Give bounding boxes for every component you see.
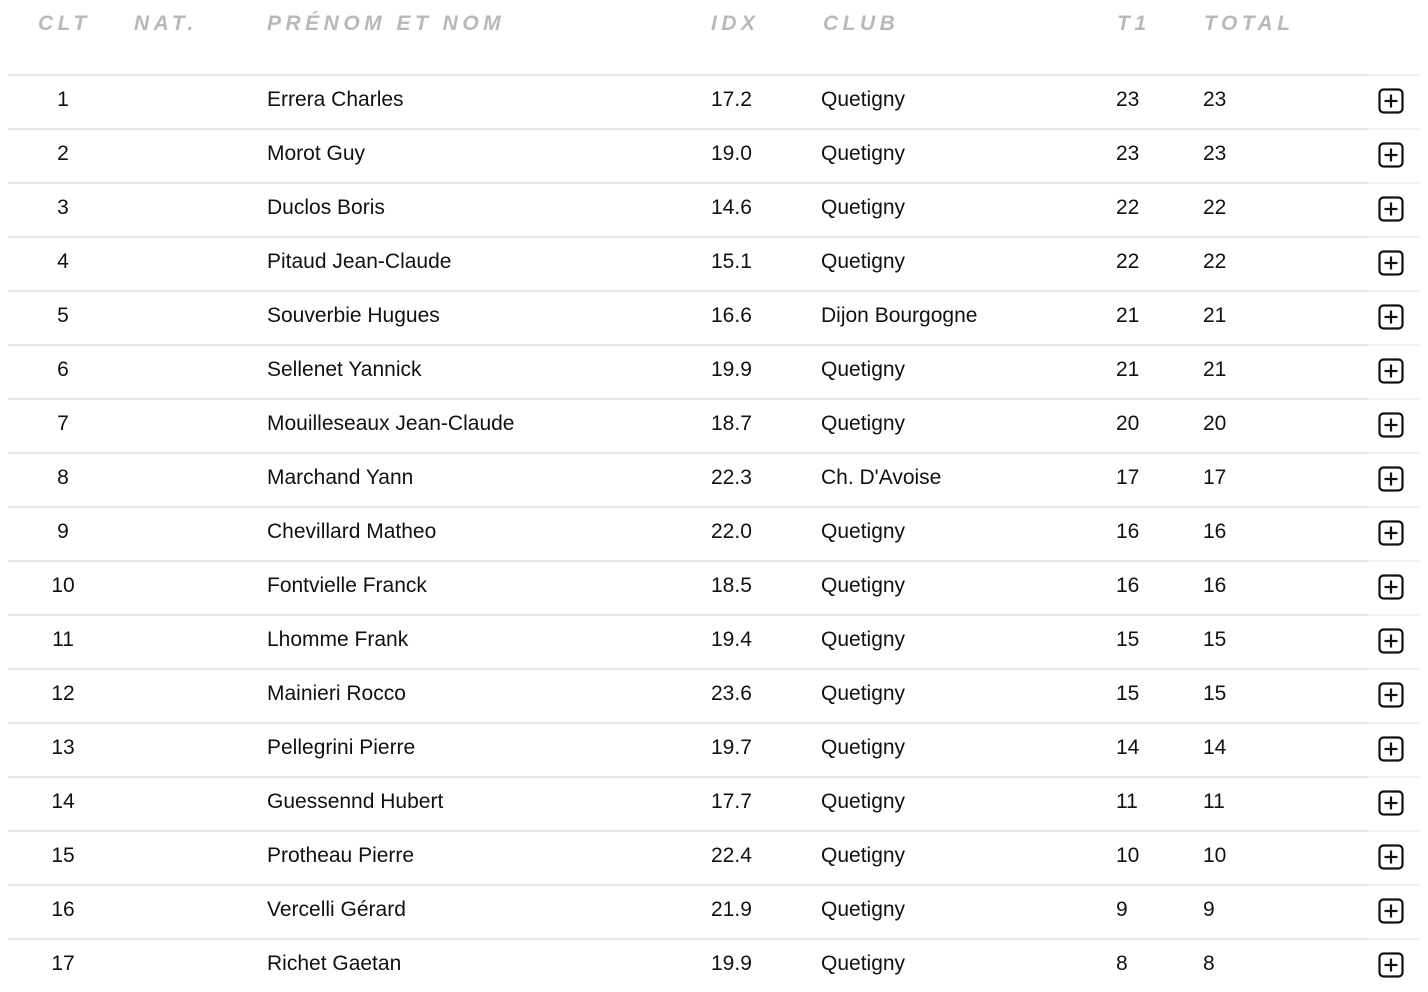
player-name-cell: Pellegrini Pierre: [267, 736, 416, 759]
header-t1[interactable]: T1: [1117, 12, 1151, 35]
total-score-cell: 21: [1203, 358, 1227, 381]
header-name[interactable]: PRÉNOM ET NOM: [267, 12, 506, 35]
t1-score-cell: 21: [1116, 304, 1140, 327]
table-row-6[interactable]: [8, 344, 1420, 398]
plus-square-icon[interactable]: [1378, 790, 1401, 813]
plus-square-icon[interactable]: [1378, 898, 1401, 921]
header-clt[interactable]: CLT: [38, 12, 91, 35]
row-separator: [8, 290, 1420, 292]
row-separator: [8, 776, 1420, 778]
table-row-2[interactable]: [8, 128, 1420, 182]
header-nat[interactable]: NAT.: [134, 12, 198, 35]
player-name-cell: Sellenet Yannick: [267, 358, 422, 381]
player-name-cell: Mouilleseaux Jean-Claude: [267, 412, 515, 435]
player-name-cell: Mainieri Rocco: [267, 682, 406, 705]
club-cell: Quetigny: [821, 736, 906, 759]
t1-score-cell: 21: [1116, 358, 1140, 381]
total-score-cell: 15: [1203, 682, 1227, 705]
index-cell: 19.4: [711, 628, 752, 651]
plus-square-icon[interactable]: [1378, 196, 1401, 219]
table-body: [8, 74, 1420, 992]
index-cell: 16.6: [711, 304, 752, 327]
plus-square-icon[interactable]: [1378, 628, 1401, 651]
t1-score-cell: 23: [1116, 142, 1140, 165]
row-separator: [8, 74, 1420, 76]
row-separator: [8, 884, 1420, 886]
index-cell: 18.7: [711, 412, 752, 435]
table-row-11[interactable]: [8, 614, 1420, 668]
index-cell: 22.0: [711, 520, 752, 543]
total-score-cell: 22: [1203, 250, 1227, 273]
rank-cell: 1: [57, 88, 69, 111]
plus-square-icon[interactable]: [1378, 736, 1401, 759]
rank-cell: 6: [57, 358, 69, 381]
rank-cell: 3: [57, 196, 69, 219]
player-name-cell: Pitaud Jean-Claude: [267, 250, 452, 273]
club-cell: Quetigny: [821, 196, 906, 219]
club-cell: Quetigny: [821, 250, 906, 273]
club-cell: Quetigny: [821, 358, 906, 381]
row-separator: [8, 506, 1420, 508]
player-name-cell: Chevillard Matheo: [267, 520, 437, 543]
rank-cell: 14: [51, 790, 75, 813]
total-score-cell: 22: [1203, 196, 1227, 219]
total-score-cell: 21: [1203, 304, 1227, 327]
total-score-cell: 23: [1203, 142, 1227, 165]
plus-square-icon[interactable]: [1378, 520, 1401, 543]
table-row-9[interactable]: [8, 506, 1420, 560]
row-separator: [8, 452, 1420, 454]
club-cell: Quetigny: [821, 790, 906, 813]
player-name-cell: Lhomme Frank: [267, 628, 409, 651]
rank-cell: 5: [57, 304, 69, 327]
rank-cell: 16: [51, 898, 75, 921]
row-separator: [8, 560, 1420, 562]
rank-cell: 15: [51, 844, 75, 867]
rank-cell: 7: [57, 412, 69, 435]
index-cell: 22.4: [711, 844, 752, 867]
rank-cell: 11: [52, 628, 74, 651]
index-cell: 19.0: [711, 142, 752, 165]
t1-score-cell: 22: [1116, 196, 1140, 219]
t1-score-cell: 9: [1116, 898, 1128, 921]
table-row-16[interactable]: [8, 884, 1420, 938]
table-row-17[interactable]: [8, 938, 1420, 992]
total-score-cell: 10: [1203, 844, 1227, 867]
total-score-cell: 14: [1203, 736, 1227, 759]
t1-score-cell: 10: [1116, 844, 1140, 867]
rank-cell: 9: [57, 520, 69, 543]
club-cell: Quetigny: [821, 574, 906, 597]
plus-square-icon[interactable]: [1378, 682, 1401, 705]
table-row-5[interactable]: [8, 290, 1420, 344]
player-name-cell: Fontvielle Franck: [267, 574, 427, 597]
row-separator: [8, 614, 1420, 616]
rank-cell: 8: [57, 466, 69, 489]
table-row-15[interactable]: [8, 830, 1420, 884]
index-cell: 17.7: [711, 790, 752, 813]
plus-square-icon[interactable]: [1378, 412, 1401, 435]
plus-square-icon[interactable]: [1378, 88, 1401, 111]
index-cell: 21.9: [711, 898, 752, 921]
club-cell: Quetigny: [821, 520, 906, 543]
rank-cell: 17: [51, 952, 75, 975]
total-score-cell: 15: [1203, 628, 1227, 651]
player-name-cell: Morot Guy: [267, 142, 366, 165]
index-cell: 23.6: [711, 682, 752, 705]
plus-square-icon[interactable]: [1378, 142, 1401, 165]
player-name-cell: Guessennd Hubert: [267, 790, 444, 813]
total-score-cell: 16: [1203, 520, 1227, 543]
club-cell: Quetigny: [821, 412, 906, 435]
club-cell: Quetigny: [821, 952, 906, 975]
total-score-cell: 8: [1203, 952, 1215, 975]
t1-score-cell: 15: [1116, 682, 1140, 705]
total-score-cell: 20: [1203, 412, 1227, 435]
rank-cell: 4: [57, 250, 69, 273]
row-separator: [8, 182, 1420, 184]
row-separator: [8, 344, 1420, 346]
club-cell: Quetigny: [821, 898, 906, 921]
t1-score-cell: 23: [1116, 88, 1140, 111]
t1-score-cell: 8: [1116, 952, 1128, 975]
t1-score-cell: 15: [1116, 628, 1140, 651]
club-cell: Dijon Bourgogne: [821, 304, 978, 327]
rank-cell: 13: [51, 736, 75, 759]
index-cell: 19.9: [711, 358, 752, 381]
plus-square-icon[interactable]: [1378, 844, 1401, 867]
table-row-7[interactable]: [8, 398, 1420, 452]
t1-score-cell: 16: [1116, 520, 1140, 543]
t1-score-cell: 16: [1116, 574, 1140, 597]
index-cell: 15.1: [711, 250, 752, 273]
header-idx[interactable]: IDX: [711, 12, 760, 35]
table-row-1[interactable]: [8, 74, 1420, 128]
t1-score-cell: 17: [1116, 466, 1140, 489]
index-cell: 22.3: [711, 466, 752, 489]
row-separator: [8, 722, 1420, 724]
row-separator: [8, 668, 1420, 670]
t1-score-cell: 22: [1116, 250, 1140, 273]
table-row-13[interactable]: [8, 722, 1420, 776]
club-cell: Quetigny: [821, 844, 906, 867]
club-cell: Quetigny: [821, 628, 906, 651]
table-row-4[interactable]: [8, 236, 1420, 290]
table-row-8[interactable]: [8, 452, 1420, 506]
club-cell: Quetigny: [821, 88, 906, 111]
index-cell: 17.2: [711, 88, 752, 111]
plus-square-icon[interactable]: [1378, 304, 1401, 327]
row-separator: [8, 128, 1420, 130]
total-score-cell: 11: [1203, 790, 1225, 813]
row-separator: [8, 236, 1420, 238]
rank-cell: 10: [51, 574, 75, 597]
t1-score-cell: 14: [1116, 736, 1140, 759]
club-cell: Quetigny: [821, 682, 906, 705]
row-separator: [8, 398, 1420, 400]
player-name-cell: Richet Gaetan: [267, 952, 402, 975]
index-cell: 18.5: [711, 574, 752, 597]
table-row-12[interactable]: [8, 668, 1420, 722]
table-header: [8, 0, 1420, 74]
plus-square-icon[interactable]: [1378, 466, 1401, 489]
club-cell: Quetigny: [821, 142, 906, 165]
plus-square-icon[interactable]: [1378, 952, 1401, 975]
player-name-cell: Marchand Yann: [267, 466, 414, 489]
index-cell: 14.6: [711, 196, 752, 219]
rank-cell: 2: [57, 142, 69, 165]
table-row-14[interactable]: [8, 776, 1420, 830]
player-name-cell: Protheau Pierre: [267, 844, 415, 867]
header-total[interactable]: TOTAL: [1204, 12, 1295, 35]
plus-square-icon[interactable]: [1378, 358, 1401, 381]
index-cell: 19.9: [711, 952, 752, 975]
plus-square-icon[interactable]: [1378, 574, 1401, 597]
player-name-cell: Duclos Boris: [267, 196, 385, 219]
t1-score-cell: 20: [1116, 412, 1140, 435]
plus-square-icon[interactable]: [1378, 250, 1401, 273]
player-name-cell: Souverbie Hugues: [267, 304, 440, 327]
player-name-cell: Errera Charles: [267, 88, 404, 111]
total-score-cell: 16: [1203, 574, 1227, 597]
total-score-cell: 9: [1203, 898, 1215, 921]
row-separator: [8, 830, 1420, 832]
total-score-cell: 23: [1203, 88, 1227, 111]
table-row-10[interactable]: [8, 560, 1420, 614]
rank-cell: 12: [51, 682, 75, 705]
player-name-cell: Vercelli Gérard: [267, 898, 406, 921]
index-cell: 19.7: [711, 736, 752, 759]
total-score-cell: 17: [1203, 466, 1227, 489]
row-separator: [8, 938, 1420, 940]
table-row-3[interactable]: [8, 182, 1420, 236]
header-club[interactable]: CLUB: [823, 12, 900, 35]
t1-score-cell: 11: [1116, 790, 1138, 813]
club-cell: Ch. D'Avoise: [821, 466, 942, 489]
leaderboard-table: [8, 0, 1420, 992]
